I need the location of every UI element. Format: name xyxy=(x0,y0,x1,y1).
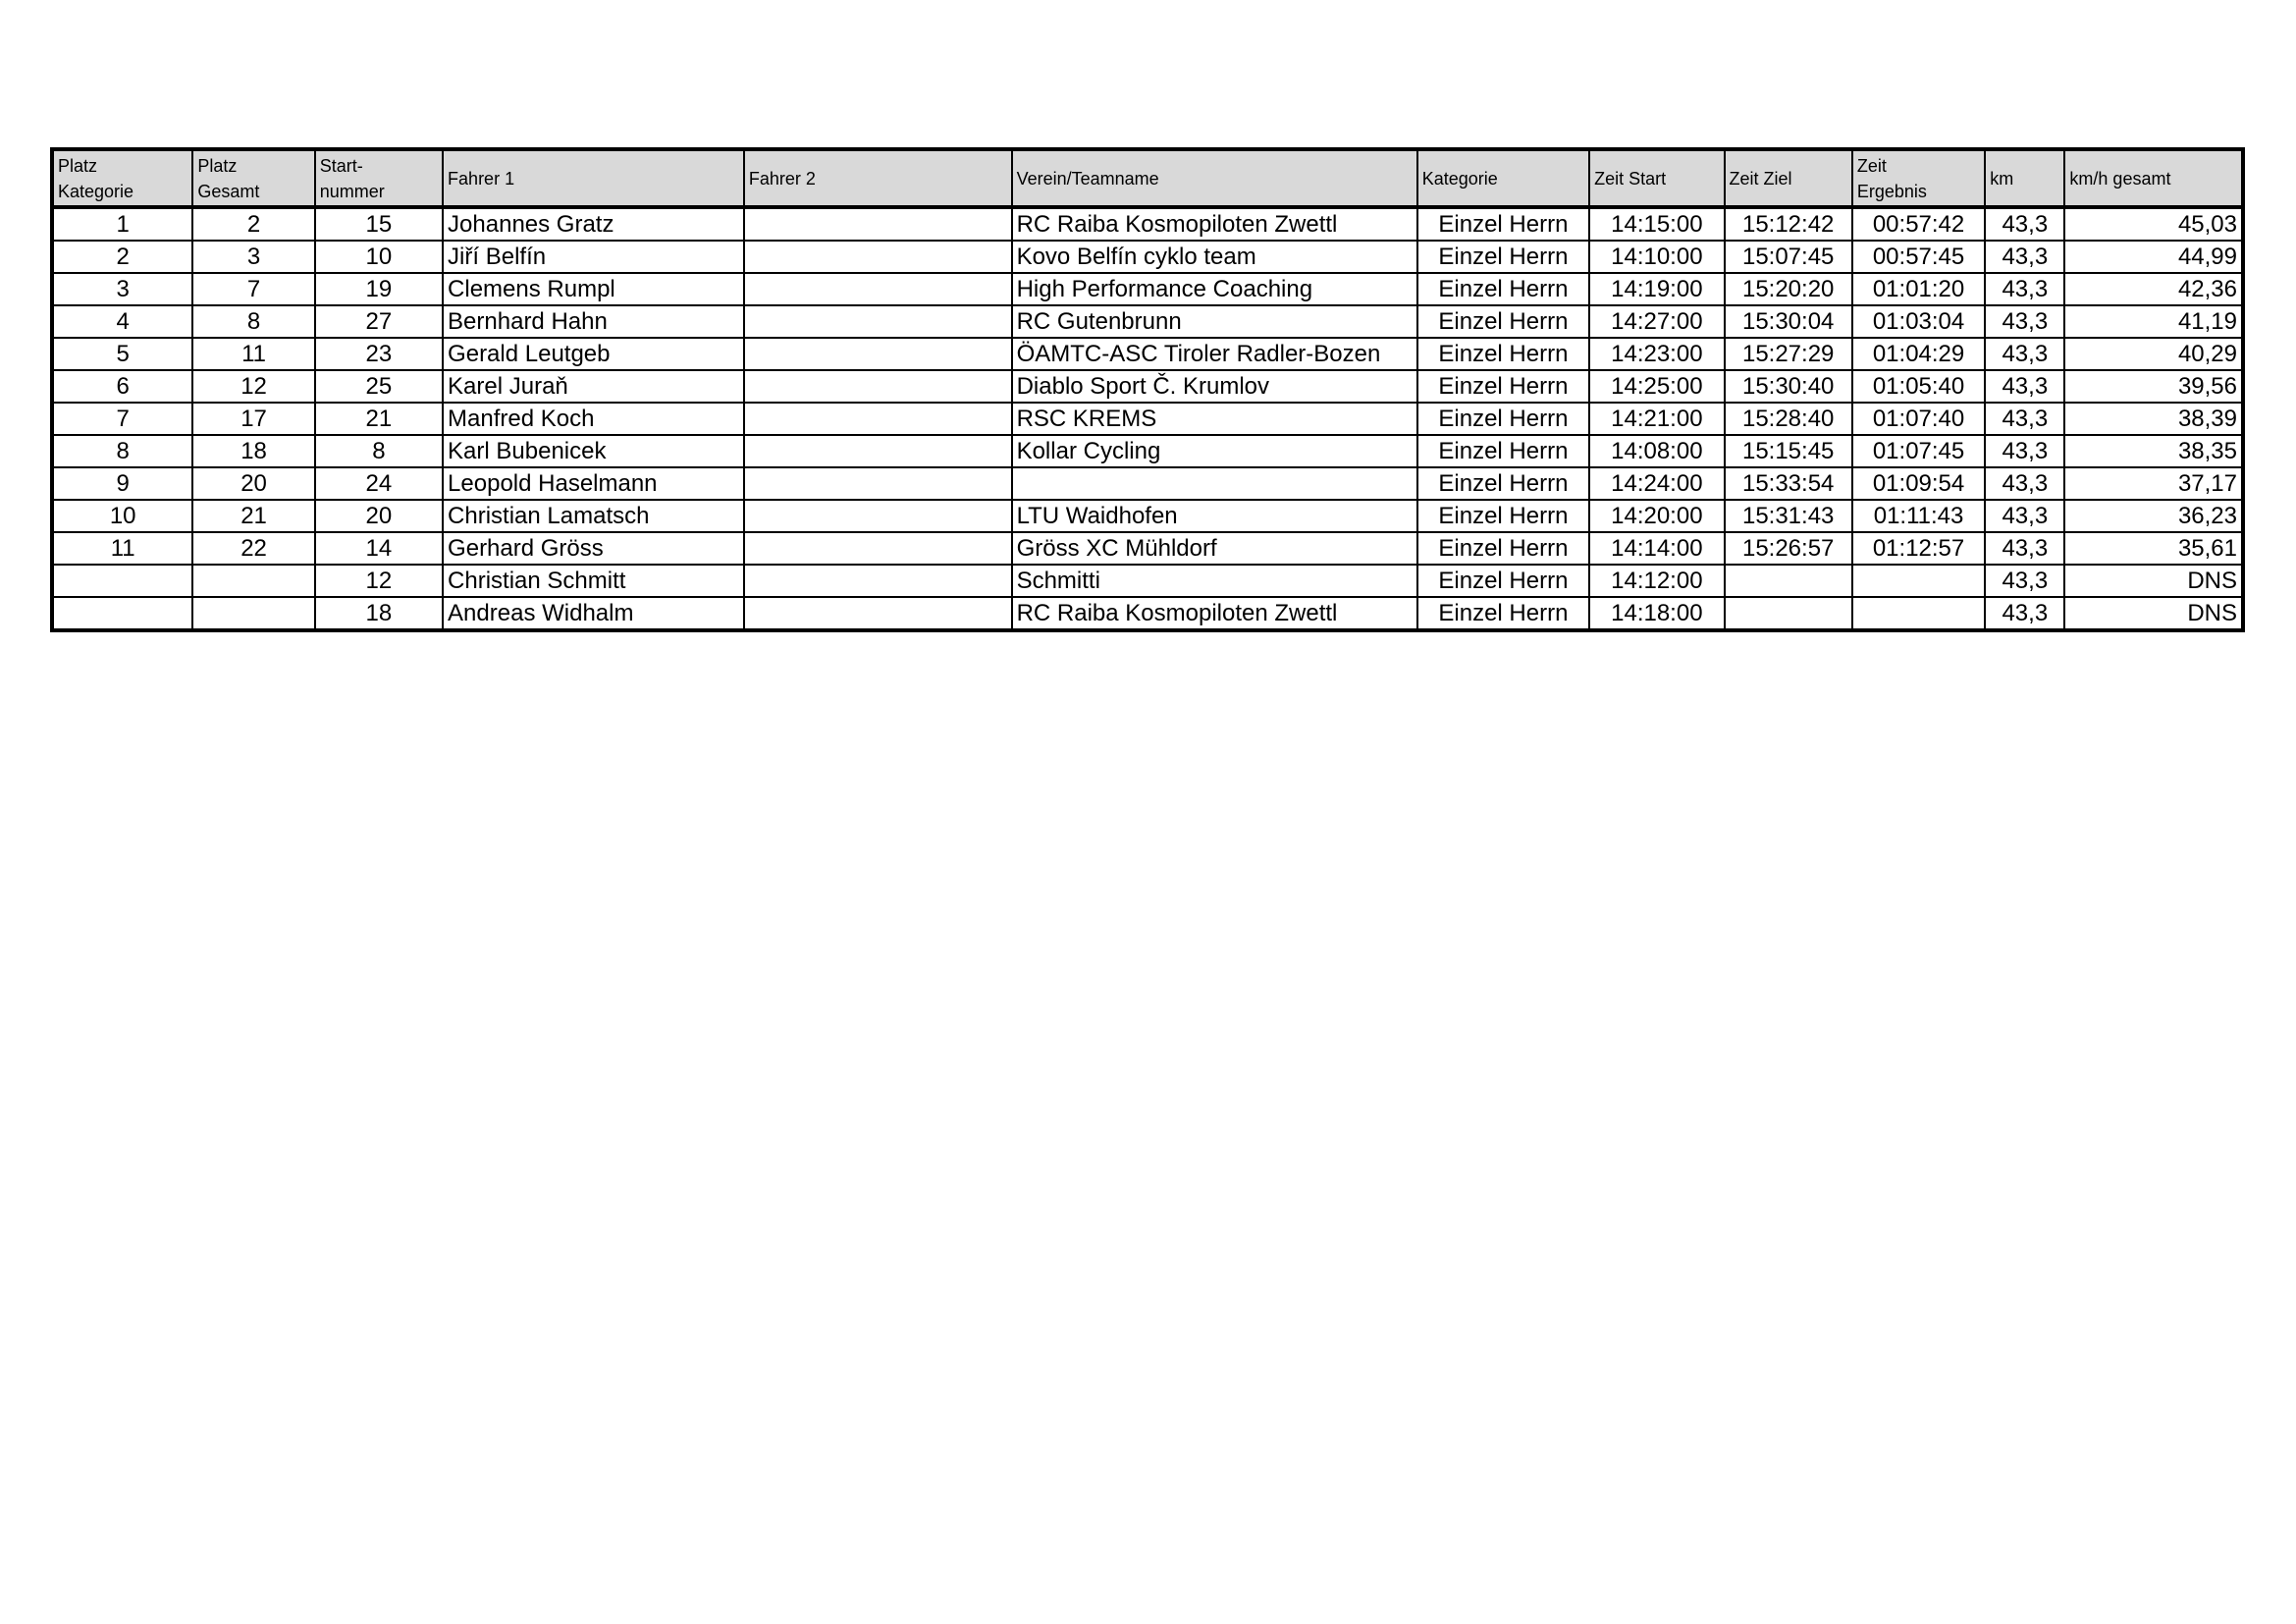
cell-fahrer1: Karl Bubenicek xyxy=(443,435,744,467)
cell-km: 43,3 xyxy=(1985,241,2064,273)
cell-kmh: 38,35 xyxy=(2064,435,2243,467)
cell-platz-gesamt: 12 xyxy=(192,370,314,403)
table-row xyxy=(52,370,2243,403)
cell-fahrer2 xyxy=(744,338,1012,370)
cell-kmh: 39,56 xyxy=(2064,370,2243,403)
header-verein: Verein/Teamname xyxy=(1012,149,1417,207)
cell-km: 43,3 xyxy=(1985,500,2064,532)
cell-fahrer2 xyxy=(744,273,1012,305)
cell-zeit-ergebnis: 01:09:54 xyxy=(1852,467,1985,500)
cell-zeit-start: 14:10:00 xyxy=(1589,241,1724,273)
cell-kategorie: Einzel Herrn xyxy=(1417,565,1589,597)
cell-fahrer2 xyxy=(744,532,1012,565)
cell-zeit-ergebnis: 00:57:42 xyxy=(1852,207,1985,241)
header-startnummer-line2: nummer xyxy=(319,181,385,201)
cell-kmh: 44,99 xyxy=(2064,241,2243,273)
cell-fahrer1: Manfred Koch xyxy=(443,403,744,435)
cell-fahrer2 xyxy=(744,500,1012,532)
cell-km: 43,3 xyxy=(1985,305,2064,338)
cell-kmh: 41,19 xyxy=(2064,305,2243,338)
cell-zeit-ziel: 15:15:45 xyxy=(1725,435,1852,467)
header-zeit-ziel: Zeit Ziel xyxy=(1725,149,1852,207)
cell-fahrer1: Christian Schmitt xyxy=(443,565,744,597)
cell-zeit-start: 14:27:00 xyxy=(1589,305,1724,338)
cell-platz-kategorie: 8 xyxy=(52,435,192,467)
cell-verein: LTU Waidhofen xyxy=(1012,500,1417,532)
cell-verein: ÖAMTC-ASC Tiroler Radler-Bozen xyxy=(1012,338,1417,370)
cell-zeit-start: 14:08:00 xyxy=(1589,435,1724,467)
cell-zeit-ergebnis: 00:57:45 xyxy=(1852,241,1985,273)
cell-startnummer: 20 xyxy=(315,500,443,532)
cell-km: 43,3 xyxy=(1985,207,2064,241)
cell-platz-kategorie: 7 xyxy=(52,403,192,435)
cell-platz-gesamt: 20 xyxy=(192,467,314,500)
cell-verein: Diablo Sport Č. Krumlov xyxy=(1012,370,1417,403)
header-startnummer xyxy=(315,149,443,207)
header-platz-gesamt-line1: Platz xyxy=(197,155,238,176)
cell-fahrer2 xyxy=(744,403,1012,435)
header-kategorie: Kategorie xyxy=(1417,149,1589,207)
cell-fahrer2 xyxy=(744,305,1012,338)
cell-platz-gesamt xyxy=(192,597,314,630)
header-platz-kategorie xyxy=(52,149,192,207)
cell-zeit-ziel xyxy=(1725,565,1852,597)
cell-zeit-ergebnis: 01:12:57 xyxy=(1852,532,1985,565)
cell-zeit-start: 14:20:00 xyxy=(1589,500,1724,532)
cell-platz-gesamt: 17 xyxy=(192,403,314,435)
cell-kmh: 40,29 xyxy=(2064,338,2243,370)
cell-platz-gesamt: 7 xyxy=(192,273,314,305)
cell-kategorie: Einzel Herrn xyxy=(1417,597,1589,630)
cell-fahrer1: Christian Lamatsch xyxy=(443,500,744,532)
cell-startnummer: 12 xyxy=(315,565,443,597)
cell-verein: RC Raiba Kosmopiloten Zwettl xyxy=(1012,207,1417,241)
cell-platz-gesamt: 3 xyxy=(192,241,314,273)
cell-platz-gesamt: 22 xyxy=(192,532,314,565)
cell-verein: High Performance Coaching xyxy=(1012,273,1417,305)
cell-kategorie: Einzel Herrn xyxy=(1417,273,1589,305)
table-row xyxy=(52,305,2243,338)
cell-zeit-start: 14:18:00 xyxy=(1589,597,1724,630)
cell-fahrer2 xyxy=(744,207,1012,241)
cell-kategorie: Einzel Herrn xyxy=(1417,532,1589,565)
cell-kategorie: Einzel Herrn xyxy=(1417,305,1589,338)
header-row xyxy=(52,149,2243,207)
header-zeit-ergebnis xyxy=(1852,149,1985,207)
cell-zeit-ergebnis: 01:04:29 xyxy=(1852,338,1985,370)
header-zeit-ergebnis-line1: Zeit xyxy=(1856,155,1887,176)
cell-kategorie: Einzel Herrn xyxy=(1417,467,1589,500)
result-rows xyxy=(52,207,2243,630)
cell-kategorie: Einzel Herrn xyxy=(1417,435,1589,467)
cell-fahrer1: Andreas Widhalm xyxy=(443,597,744,630)
cell-verein: Kovo Belfín cyklo team xyxy=(1012,241,1417,273)
cell-startnummer: 14 xyxy=(315,532,443,565)
cell-zeit-ziel xyxy=(1725,597,1852,630)
cell-km: 43,3 xyxy=(1985,338,2064,370)
cell-kategorie: Einzel Herrn xyxy=(1417,403,1589,435)
cell-zeit-start: 14:19:00 xyxy=(1589,273,1724,305)
cell-platz-kategorie: 11 xyxy=(52,532,192,565)
cell-startnummer: 23 xyxy=(315,338,443,370)
header-zeit-ergebnis-line2: Ergebnis xyxy=(1856,181,1927,201)
cell-fahrer2 xyxy=(744,467,1012,500)
cell-platz-gesamt: 21 xyxy=(192,500,314,532)
cell-zeit-ergebnis: 01:05:40 xyxy=(1852,370,1985,403)
cell-startnummer: 15 xyxy=(315,207,443,241)
cell-platz-gesamt xyxy=(192,565,314,597)
table-row xyxy=(52,403,2243,435)
cell-verein: RC Raiba Kosmopiloten Zwettl xyxy=(1012,597,1417,630)
results-table xyxy=(50,147,2245,632)
cell-fahrer2 xyxy=(744,370,1012,403)
cell-zeit-ziel: 15:07:45 xyxy=(1725,241,1852,273)
table-row xyxy=(52,565,2243,597)
cell-zeit-ergebnis xyxy=(1852,597,1985,630)
cell-kategorie: Einzel Herrn xyxy=(1417,207,1589,241)
cell-fahrer2 xyxy=(744,435,1012,467)
cell-startnummer: 24 xyxy=(315,467,443,500)
cell-kmh: 37,17 xyxy=(2064,467,2243,500)
cell-platz-kategorie: 10 xyxy=(52,500,192,532)
header-kmh: km/h gesamt xyxy=(2064,149,2243,207)
cell-platz-kategorie: 4 xyxy=(52,305,192,338)
cell-fahrer2 xyxy=(744,565,1012,597)
cell-platz-kategorie: 6 xyxy=(52,370,192,403)
cell-platz-kategorie: 5 xyxy=(52,338,192,370)
cell-zeit-ziel: 15:20:20 xyxy=(1725,273,1852,305)
cell-verein: RSC KREMS xyxy=(1012,403,1417,435)
cell-kmh: 42,36 xyxy=(2064,273,2243,305)
cell-fahrer1: Bernhard Hahn xyxy=(443,305,744,338)
cell-kategorie: Einzel Herrn xyxy=(1417,370,1589,403)
header-zeit-start: Zeit Start xyxy=(1589,149,1724,207)
cell-kategorie: Einzel Herrn xyxy=(1417,338,1589,370)
table-row xyxy=(52,241,2243,273)
cell-fahrer1: Leopold Haselmann xyxy=(443,467,744,500)
cell-km: 43,3 xyxy=(1985,403,2064,435)
cell-fahrer1: Gerald Leutgeb xyxy=(443,338,744,370)
cell-zeit-ergebnis: 01:03:04 xyxy=(1852,305,1985,338)
cell-startnummer: 18 xyxy=(315,597,443,630)
header-platz-gesamt xyxy=(192,149,314,207)
cell-kmh: 36,23 xyxy=(2064,500,2243,532)
cell-zeit-ergebnis: 01:01:20 xyxy=(1852,273,1985,305)
cell-kmh: 35,61 xyxy=(2064,532,2243,565)
cell-kategorie: Einzel Herrn xyxy=(1417,500,1589,532)
cell-verein: Schmitti xyxy=(1012,565,1417,597)
header-fahrer1: Fahrer 1 xyxy=(443,149,744,207)
cell-zeit-ziel: 15:30:40 xyxy=(1725,370,1852,403)
cell-zeit-ziel: 15:28:40 xyxy=(1725,403,1852,435)
cell-km: 43,3 xyxy=(1985,597,2064,630)
cell-platz-gesamt: 8 xyxy=(192,305,314,338)
header-platz-gesamt-line2: Gesamt xyxy=(197,181,260,201)
cell-startnummer: 25 xyxy=(315,370,443,403)
header-km: km xyxy=(1985,149,2064,207)
cell-km: 43,3 xyxy=(1985,370,2064,403)
cell-zeit-ergebnis: 01:11:43 xyxy=(1852,500,1985,532)
cell-fahrer1: Karel Juraň xyxy=(443,370,744,403)
cell-zeit-ziel: 15:33:54 xyxy=(1725,467,1852,500)
table-row xyxy=(52,467,2243,500)
table-row xyxy=(52,500,2243,532)
cell-zeit-start: 14:12:00 xyxy=(1589,565,1724,597)
cell-zeit-ergebnis xyxy=(1852,565,1985,597)
cell-zeit-start: 14:23:00 xyxy=(1589,338,1724,370)
cell-zeit-start: 14:15:00 xyxy=(1589,207,1724,241)
cell-km: 43,3 xyxy=(1985,565,2064,597)
cell-kmh: DNS xyxy=(2064,597,2243,630)
table-row xyxy=(52,207,2243,241)
cell-startnummer: 19 xyxy=(315,273,443,305)
cell-fahrer1: Johannes Gratz xyxy=(443,207,744,241)
cell-platz-gesamt: 11 xyxy=(192,338,314,370)
table-row xyxy=(52,597,2243,630)
table-row xyxy=(52,273,2243,305)
cell-startnummer: 8 xyxy=(315,435,443,467)
cell-fahrer1: Jiří Belfín xyxy=(443,241,744,273)
cell-zeit-start: 14:14:00 xyxy=(1589,532,1724,565)
cell-startnummer: 10 xyxy=(315,241,443,273)
cell-platz-kategorie: 3 xyxy=(52,273,192,305)
cell-platz-kategorie xyxy=(52,565,192,597)
cell-km: 43,3 xyxy=(1985,273,2064,305)
cell-verein xyxy=(1012,467,1417,500)
cell-zeit-start: 14:24:00 xyxy=(1589,467,1724,500)
header-startnummer-line1: Start- xyxy=(319,155,363,176)
cell-platz-gesamt: 18 xyxy=(192,435,314,467)
cell-verein: Kollar Cycling xyxy=(1012,435,1417,467)
cell-fahrer1: Gerhard Gröss xyxy=(443,532,744,565)
cell-platz-kategorie: 2 xyxy=(52,241,192,273)
cell-platz-kategorie xyxy=(52,597,192,630)
table-row xyxy=(52,435,2243,467)
cell-kmh: DNS xyxy=(2064,565,2243,597)
header-platz-kategorie-line1: Platz xyxy=(58,155,98,176)
cell-zeit-start: 14:25:00 xyxy=(1589,370,1724,403)
cell-km: 43,3 xyxy=(1985,467,2064,500)
header-fahrer2: Fahrer 2 xyxy=(744,149,1012,207)
cell-fahrer2 xyxy=(744,597,1012,630)
header-platz-kategorie-line2: Kategorie xyxy=(58,181,134,201)
table-row xyxy=(52,532,2243,565)
cell-zeit-ziel: 15:27:29 xyxy=(1725,338,1852,370)
cell-zeit-ergebnis: 01:07:45 xyxy=(1852,435,1985,467)
cell-fahrer2 xyxy=(744,241,1012,273)
cell-zeit-ziel: 15:12:42 xyxy=(1725,207,1852,241)
cell-platz-kategorie: 9 xyxy=(52,467,192,500)
table-row xyxy=(52,338,2243,370)
cell-kmh: 38,39 xyxy=(2064,403,2243,435)
cell-zeit-start: 14:21:00 xyxy=(1589,403,1724,435)
cell-zeit-ergebnis: 01:07:40 xyxy=(1852,403,1985,435)
cell-platz-kategorie: 1 xyxy=(52,207,192,241)
cell-verein: Gröss XC Mühldorf xyxy=(1012,532,1417,565)
cell-startnummer: 27 xyxy=(315,305,443,338)
cell-platz-gesamt: 2 xyxy=(192,207,314,241)
cell-km: 43,3 xyxy=(1985,435,2064,467)
cell-km: 43,3 xyxy=(1985,532,2064,565)
cell-zeit-ziel: 15:30:04 xyxy=(1725,305,1852,338)
cell-kategorie: Einzel Herrn xyxy=(1417,241,1589,273)
cell-zeit-ziel: 15:31:43 xyxy=(1725,500,1852,532)
cell-kmh: 45,03 xyxy=(2064,207,2243,241)
cell-zeit-ziel: 15:26:57 xyxy=(1725,532,1852,565)
cell-fahrer1: Clemens Rumpl xyxy=(443,273,744,305)
cell-startnummer: 21 xyxy=(315,403,443,435)
cell-verein: RC Gutenbrunn xyxy=(1012,305,1417,338)
